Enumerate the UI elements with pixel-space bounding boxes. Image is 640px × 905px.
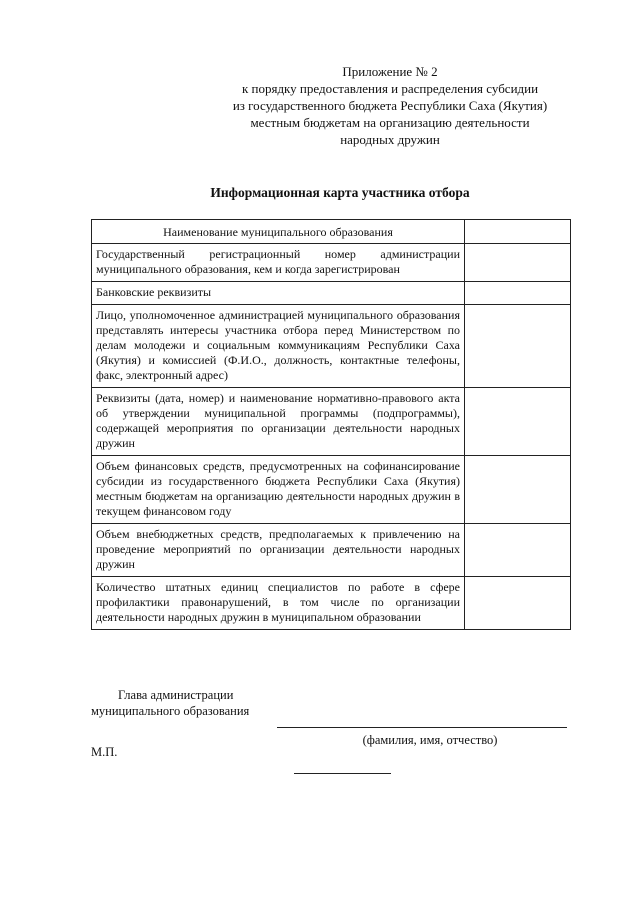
row-value-cell[interactable] [465, 524, 571, 577]
row-label: Объем внебюджетных средств, предполагаемых к привлечению на проведение мероприятий по организации деятельности народных дружин [92, 524, 465, 577]
row-label: Объем финансовых средств, предусмотренных на софинансирование субсидии из государственного бюджета Республики Саха (Якутия) местным бюджетам на организацию деятельности народных дружин в текущем финансовом году [92, 456, 465, 524]
table-row [92, 524, 571, 577]
row-value-cell[interactable] [465, 456, 571, 524]
signature-line[interactable] [277, 727, 567, 728]
row-label: Количество штатных единиц специалистов по работе в сфере профилактики правонарушений, в том числе по организации деятельности народных дружин в муниципальном образовании [92, 577, 465, 630]
table-row [92, 220, 571, 244]
table-row [92, 244, 571, 282]
appendix-line: из государственного бюджета Республики Саха (Якутия) [232, 98, 548, 113]
row-value-cell[interactable] [465, 388, 571, 456]
info-card-table [91, 219, 571, 630]
row-label: Банковские реквизиты [92, 282, 465, 305]
appendix-line: местным бюджетам на организацию деятельности [250, 115, 530, 130]
appendix-header [200, 63, 580, 148]
row-value-cell[interactable] [465, 577, 571, 630]
appendix-line: к порядку предоставления и распределения субсидии [241, 81, 539, 96]
row-value-cell[interactable] [465, 244, 571, 282]
table-row [92, 282, 571, 305]
row-value-cell[interactable] [465, 305, 571, 388]
document-title: Информационная карта участника отбора [210, 185, 470, 200]
row-label: Наименование муниципального образования [92, 220, 465, 244]
row-label: Государственный регистрационный номер администрации муниципального образования, кем и когда зарегистрирован [92, 244, 465, 282]
head-position-line: муниципального образования [91, 704, 250, 718]
signature-caption: (фамилия, имя, отчество) [362, 733, 498, 747]
appendix-line: народных дружин [340, 132, 440, 147]
stamp-placeholder: М.П. [91, 745, 118, 759]
row-value-cell[interactable] [465, 220, 571, 244]
table-row [92, 305, 571, 388]
row-value-cell[interactable] [465, 282, 571, 305]
row-label: Реквизиты (дата, номер) и наименование нормативно-правового акта об утверждении муниципальной программы (подпрограммы), содержащей мероприятия по организации деятельности народных дружин [92, 388, 465, 456]
table-row [92, 577, 571, 630]
date-line[interactable] [294, 773, 391, 774]
head-position-line: Глава администрации [118, 688, 234, 702]
row-label: Лицо, уполномоченное администрацией муниципального образования представлять интересы участника отбора перед Министерством по делам молодежи и социальным коммуникациям Республики Саха (Якутия) и комиссией (Ф.И.О., должность, контактные телефоны, факс, электронный адрес) [92, 305, 465, 388]
table-row [92, 456, 571, 524]
head-position [91, 687, 266, 719]
appendix-number: Приложение № 2 [342, 64, 438, 79]
table-row [92, 388, 571, 456]
